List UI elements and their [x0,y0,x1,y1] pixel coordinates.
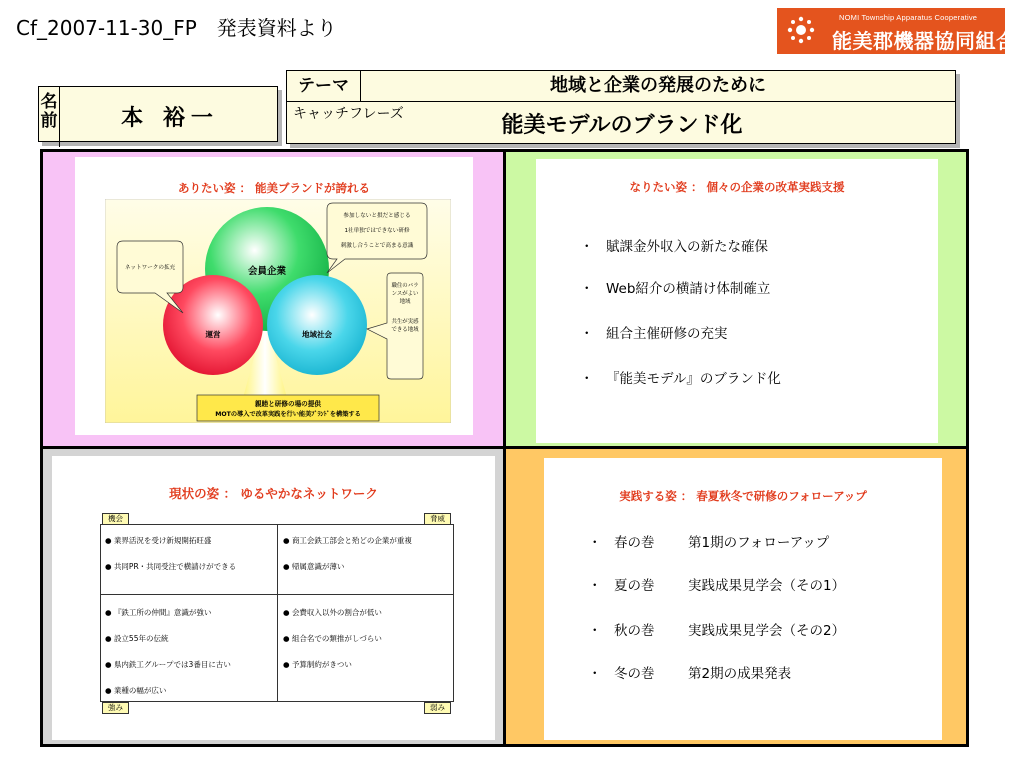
threat-item [283,561,344,572]
bullet: ● [283,562,290,571]
bullet: ● [283,660,290,669]
practice-panel [544,458,942,740]
bullet: ・ [588,666,602,682]
bullet: ● [105,660,112,669]
bullet: ・ [580,326,594,342]
presenter-label [39,87,60,147]
network-callout: ネットワークの拡充 [124,265,176,271]
strength-tag: 強み [102,702,129,714]
logo-org-name: 能美郡機器協同組合 [832,29,1017,53]
community-circle [267,275,367,375]
bullet: ● [105,536,112,545]
weakness-item-text: 組合名での類推がしづらい [291,634,382,643]
bullet: ・ [588,623,602,639]
bullet: ● [283,634,290,643]
practice-text: 実践成果見学会（その1） [688,578,846,594]
bullet: ● [105,686,112,695]
member-callout-line-3: 刺激し合うことで高まる意識 [340,243,414,249]
opportunity-item [105,535,211,546]
brand-diagram [105,199,451,423]
community-callout-1b: ンスがよい [391,291,419,297]
weakness-item [283,633,382,644]
becoming-item-text: 組合主催研修の充実 [606,326,728,342]
theme-value: 地域と企業の発展のために [550,75,766,96]
ideal-title: ありたい姿 ： 能美ブランドが誇れる [177,181,370,195]
base-box-line-1: 親睦と研修の場の提供 [255,400,321,408]
opportunity-item-text: 業界活況を受け新規開拓旺盛 [113,536,212,545]
strength-item [105,607,211,618]
becoming-item [580,277,770,297]
practice-season: 秋の巻 [614,623,655,639]
catchphrase-box [286,102,956,144]
practice-item [588,574,845,594]
practice-title: 実践する姿 ： 春夏秋冬で研修のフォローアップ [619,489,867,503]
bullet: ● [105,608,112,617]
practice-season: 冬の巻 [614,666,655,682]
threat-tag: 脅威 [424,513,451,525]
weakness-item [283,659,352,670]
practice-season: 春の巻 [614,535,655,551]
bullet: ・ [580,371,594,387]
weakness-item [283,607,382,618]
strength-item-text: 県内鉄工グループでは3番目に古い [113,660,231,669]
catchphrase-label: キャッチフレーズ [293,106,404,122]
weakness-item-text: 予算制約がきつい [291,660,352,669]
weakness-item-text: 会費収入以外の割合が低い [291,608,382,617]
strength-item-text: 『鉄工所の仲間』意識が強い [113,608,212,617]
bullet: ・ [588,535,602,551]
becoming-title: なりたい姿 ： 個々の企業の改革実践支援 [629,180,845,194]
threat-item-text: 帰属意識が薄い [291,562,345,571]
strength-item-text: 設立55年の伝統 [113,634,169,643]
presenter-label-bottom: 前 [40,111,58,131]
becoming-item [580,235,768,255]
presenter-box [38,86,278,142]
member-callout-line-1: 参加しないと損だと感じる [343,213,411,219]
strength-item [105,659,231,670]
becoming-item-text: 賦課金外収入の新たな確保 [606,239,768,255]
strength-item [105,685,166,696]
practice-text: 第1期のフォローアップ [688,535,830,551]
practice-item [588,619,845,639]
current-panel [52,456,495,740]
page-title: Cf_2007-11-30_FP 発表資料より [16,16,337,40]
presenter-label-top: 名 [40,92,58,112]
bullet: ● [283,608,290,617]
operation-circle-label: 運営 [205,330,221,339]
becoming-item-text: Web紹介の横請け体制確立 [606,281,771,297]
community-circle-label: 地域社会 [302,330,332,339]
ideal-panel [75,157,473,435]
bullet: ・ [580,239,594,255]
practice-season: 夏の巻 [614,578,655,594]
bullet: ● [283,536,290,545]
community-callout-2a: 共生が実感 [391,319,419,325]
bullet: ● [105,634,112,643]
practice-text: 実践成果見学会（その2） [688,623,846,639]
practice-item [588,531,829,551]
base-box-line-2: MOTの導入で改革実践を行い能美ﾌﾞﾗﾝﾄﾞを構築する [215,411,361,418]
becoming-item-text: 『能美モデル』のブランド化 [606,371,781,387]
bullet: ・ [580,281,594,297]
logo-subtitle: NOMI Township Apparatus Cooperative [839,13,978,22]
opportunity-tag: 機会 [102,513,129,525]
sunburst-logo-icon [787,16,815,44]
opportunity-item [105,561,236,572]
strength-item-text: 業種の幅が広い [113,686,167,695]
theme-label: テーマ [287,71,361,101]
catchphrase-value: 能美モデルのブランド化 [501,113,743,138]
becoming-item [580,322,728,342]
opportunity-item-text: 共同PR・共同受注で横請けができる [113,562,237,571]
becoming-item [580,367,781,387]
swot-table [100,524,454,702]
strength-item [105,633,168,644]
practice-item [588,662,791,682]
weakness-tag: 弱み [424,702,451,714]
member-callout-line-2: 1社単独ではできない研修 [344,228,410,234]
organization-logo [777,8,1017,54]
current-title: 現状の姿 ： ゆるやかなネットワーク [169,486,378,501]
presenter-name: 本 裕一 [121,106,219,131]
threat-item [283,535,412,546]
community-callout-1c: 地域 [399,299,411,305]
bullet: ・ [588,578,602,594]
threat-item-text: 商工会鉄工部会と殆どの企業が重複 [291,536,412,545]
bullet: ● [105,562,112,571]
theme-box [286,70,956,102]
community-callout-2b: できる地域 [391,327,419,333]
becoming-panel [536,159,938,443]
community-callout-1a: 職住のバラ [391,283,419,289]
member-circle-label: 会員企業 [247,266,287,277]
practice-text: 第2期の成果発表 [688,666,792,682]
